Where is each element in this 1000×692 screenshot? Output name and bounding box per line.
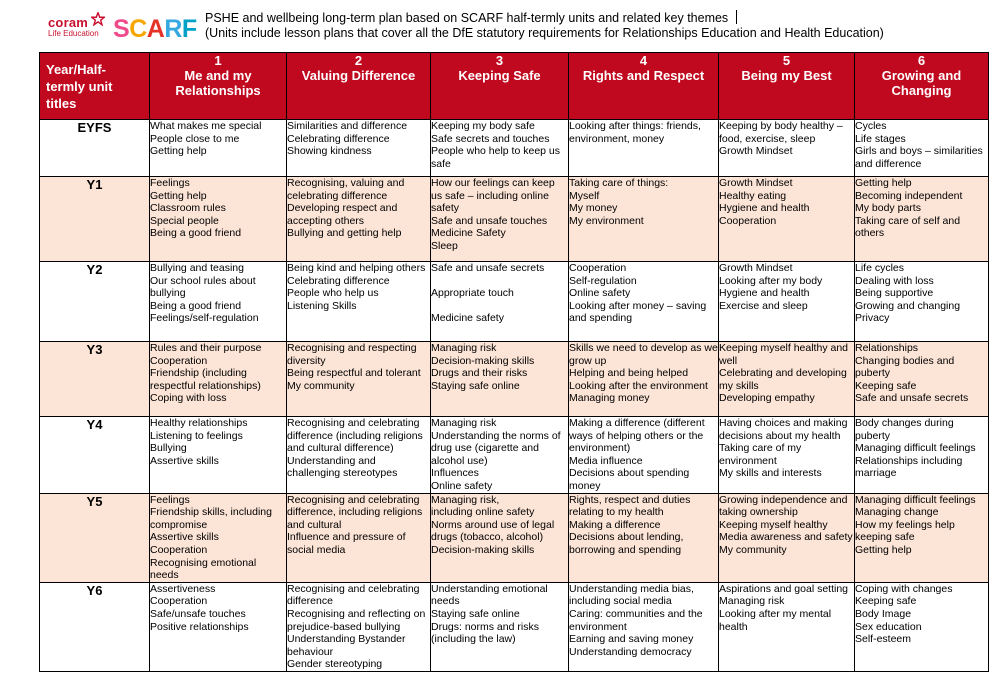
unit-header-5 <box>719 53 855 120</box>
unit-number: 3 <box>495 53 504 68</box>
unit-header-6 <box>855 53 989 120</box>
unit-title: Growing and Changing <box>881 68 962 98</box>
year-label: Y5 <box>40 493 150 582</box>
table-cell: Keeping my body safe Safe secrets and touches People who help to keep us safe <box>431 120 569 177</box>
table-cell: Understanding media bias, including social media Caring: communities and the environment Earning and saving money Understanding democracy <box>569 582 719 671</box>
scarf-logo-letter: S <box>113 15 130 43</box>
table-cell: Cooperation Self-regulation Online safety Looking after money – saving and spending <box>569 262 719 342</box>
year-label: Y1 <box>40 177 150 262</box>
long-term-plan-table <box>39 52 989 672</box>
year-label: Y3 <box>40 342 150 417</box>
unit-header-3 <box>431 53 569 120</box>
table-cell: Cycles Life stages Girls and boys – similarities and difference <box>855 120 989 177</box>
unit-title: Me and my Relationships <box>175 68 261 98</box>
scarf-logo-letter: C <box>129 15 147 43</box>
table-cell: Making a difference (different ways of helping others or the environment) Media influence Decisions about spending money <box>569 417 719 494</box>
table-cell: Assertiveness Cooperation Safe/unsafe touches Positive relationships <box>150 582 287 671</box>
table-cell: Feelings Getting help Classroom rules Special people Being a good friend <box>150 177 287 262</box>
year-label: Y4 <box>40 417 150 494</box>
unit-title: Valuing Difference <box>301 68 416 83</box>
coram-logo-name: coram <box>48 15 89 30</box>
table-row <box>40 177 989 262</box>
table-cell: Aspirations and goal setting Managing risk Looking after my mental health <box>719 582 855 671</box>
table-cell: Taking care of things: Myself My money My environment <box>569 177 719 262</box>
unit-number: 6 <box>917 53 926 68</box>
table-cell: Managing risk, including online safety Norms around use of legal drugs (tobacco, alcohol) Decision-making skills <box>431 493 569 582</box>
table-cell: Recognising and celebrating difference (including religions and cultural difference) Understanding and challenging stereotypes <box>287 417 431 494</box>
star-icon <box>91 12 105 26</box>
table-cell: Growth Mindset Looking after my body Hygiene and health Exercise and sleep <box>719 262 855 342</box>
table-header-row <box>40 53 989 120</box>
table-cell: Safe and unsafe secrets Appropriate touch Medicine safety <box>431 262 569 342</box>
table-cell: Managing risk Decision-making skills Drugs and their risks Staying safe online <box>431 342 569 417</box>
table-cell: How our feelings can keep us safe – including online safety Safe and unsafe touches Medicine Safety Sleep <box>431 177 569 262</box>
unit-header-4 <box>569 53 719 120</box>
page-title <box>205 10 737 26</box>
unit-header-1 <box>150 53 287 120</box>
table-cell: Body changes during puberty Managing difficult feelings Relationships including marriage <box>855 417 989 494</box>
unit-title: Being my Best <box>741 68 832 83</box>
table-cell: Bullying and teasing Our school rules about bullying Being a good friend Feelings/self-regulation <box>150 262 287 342</box>
page-header <box>0 0 1000 50</box>
table-cell: Recognising and celebrating difference Recognising and reflecting on prejudice-based bullying Understanding Bystander behaviour Gender stereotyping <box>287 582 431 671</box>
table-cell: Skills we need to develop as we grow up Helping and being helped Looking after the environment Managing money <box>569 342 719 417</box>
text-cursor <box>736 10 737 24</box>
table-row <box>40 120 989 177</box>
unit-number: 1 <box>214 53 222 68</box>
scarf-logo <box>113 16 197 42</box>
table-row <box>40 262 989 342</box>
coram-logo <box>48 16 104 38</box>
table-cell: Recognising and respecting diversity Being respectful and tolerant My community <box>287 342 431 417</box>
table-cell: Life cycles Dealing with loss Being supportive Growing and changing Privacy <box>855 262 989 342</box>
year-label: EYFS <box>40 120 150 177</box>
corner-header: Year/Half-termly unit titles <box>40 53 150 120</box>
scarf-logo-letter: R <box>164 15 182 43</box>
table-cell: What makes me special People close to me Getting help <box>150 120 287 177</box>
table-cell: Rights, respect and duties relating to my health Making a difference Decisions about lending, borrowing and spending <box>569 493 719 582</box>
table-cell: Looking after things: friends, environment, money <box>569 120 719 177</box>
table-cell: Keeping by body healthy – food, exercise, sleep Growth Mindset <box>719 120 855 177</box>
table-cell: Similarities and difference Celebrating difference Showing kindness <box>287 120 431 177</box>
table-cell: Growing independence and taking ownership Keeping myself healthy Media awareness and safety My community <box>719 493 855 582</box>
table-cell: Getting help Becoming independent My body parts Taking care of self and others <box>855 177 989 262</box>
table-cell: Managing difficult feelings Managing change How my feelings help keeping safe Getting help <box>855 493 989 582</box>
table-cell: Understanding emotional needs Staying safe online Drugs: norms and risks (including the law) <box>431 582 569 671</box>
unit-number: 4 <box>639 53 648 68</box>
table-cell: Recognising, valuing and celebrating difference Developing respect and accepting others Bullying and getting help <box>287 177 431 262</box>
year-label: Y2 <box>40 262 150 342</box>
table-cell: Rules and their purpose Cooperation Friendship (including respectful relationships) Coping with loss <box>150 342 287 417</box>
table-row <box>40 342 989 417</box>
unit-number: 2 <box>354 53 363 68</box>
table-row <box>40 493 989 582</box>
page-title-text: PSHE and wellbeing long-term plan based on SCARF half-termly units and related key themes <box>205 11 729 25</box>
scarf-logo-letter: F <box>181 15 197 43</box>
unit-header-2 <box>287 53 431 120</box>
table-cell: Recognising and celebrating difference, including religions and cultural Influence and pressure of social media <box>287 493 431 582</box>
table-cell: Relationships Changing bodies and puberty Keeping safe Safe and unsafe secrets <box>855 342 989 417</box>
table-cell: Coping with changes Keeping safe Body Image Sex education Self-esteem <box>855 582 989 671</box>
unit-number: 5 <box>782 53 791 68</box>
table-row <box>40 417 989 494</box>
coram-logo-subtitle: Life Education <box>48 29 99 38</box>
table-cell: Having choices and making decisions about my health Taking care of my environment My skills and interests <box>719 417 855 494</box>
page-subtitle: (Units include lesson plans that cover all the DfE statutory requirements for Relationships Education and Health Education) <box>205 26 884 40</box>
table-cell: Feelings Friendship skills, including compromise Assertive skills Cooperation Recognising emotional needs <box>150 493 287 582</box>
table-cell: Healthy relationships Listening to feelings Bullying Assertive skills <box>150 417 287 494</box>
table-cell: Keeping myself healthy and well Celebrating and developing my skills Developing empathy <box>719 342 855 417</box>
table-cell: Being kind and helping others Celebrating difference People who help us Listening Skills <box>287 262 431 342</box>
year-label: Y6 <box>40 582 150 671</box>
scarf-logo-letter: A <box>146 15 165 43</box>
table-cell: Growth Mindset Healthy eating Hygiene and health Cooperation <box>719 177 855 262</box>
unit-title: Keeping Safe <box>458 68 541 83</box>
unit-title: Rights and Respect <box>582 68 705 83</box>
table-cell: Managing risk Understanding the norms of drug use (cigarette and alcohol use) Influences Online safety <box>431 417 569 494</box>
table-row <box>40 582 989 671</box>
